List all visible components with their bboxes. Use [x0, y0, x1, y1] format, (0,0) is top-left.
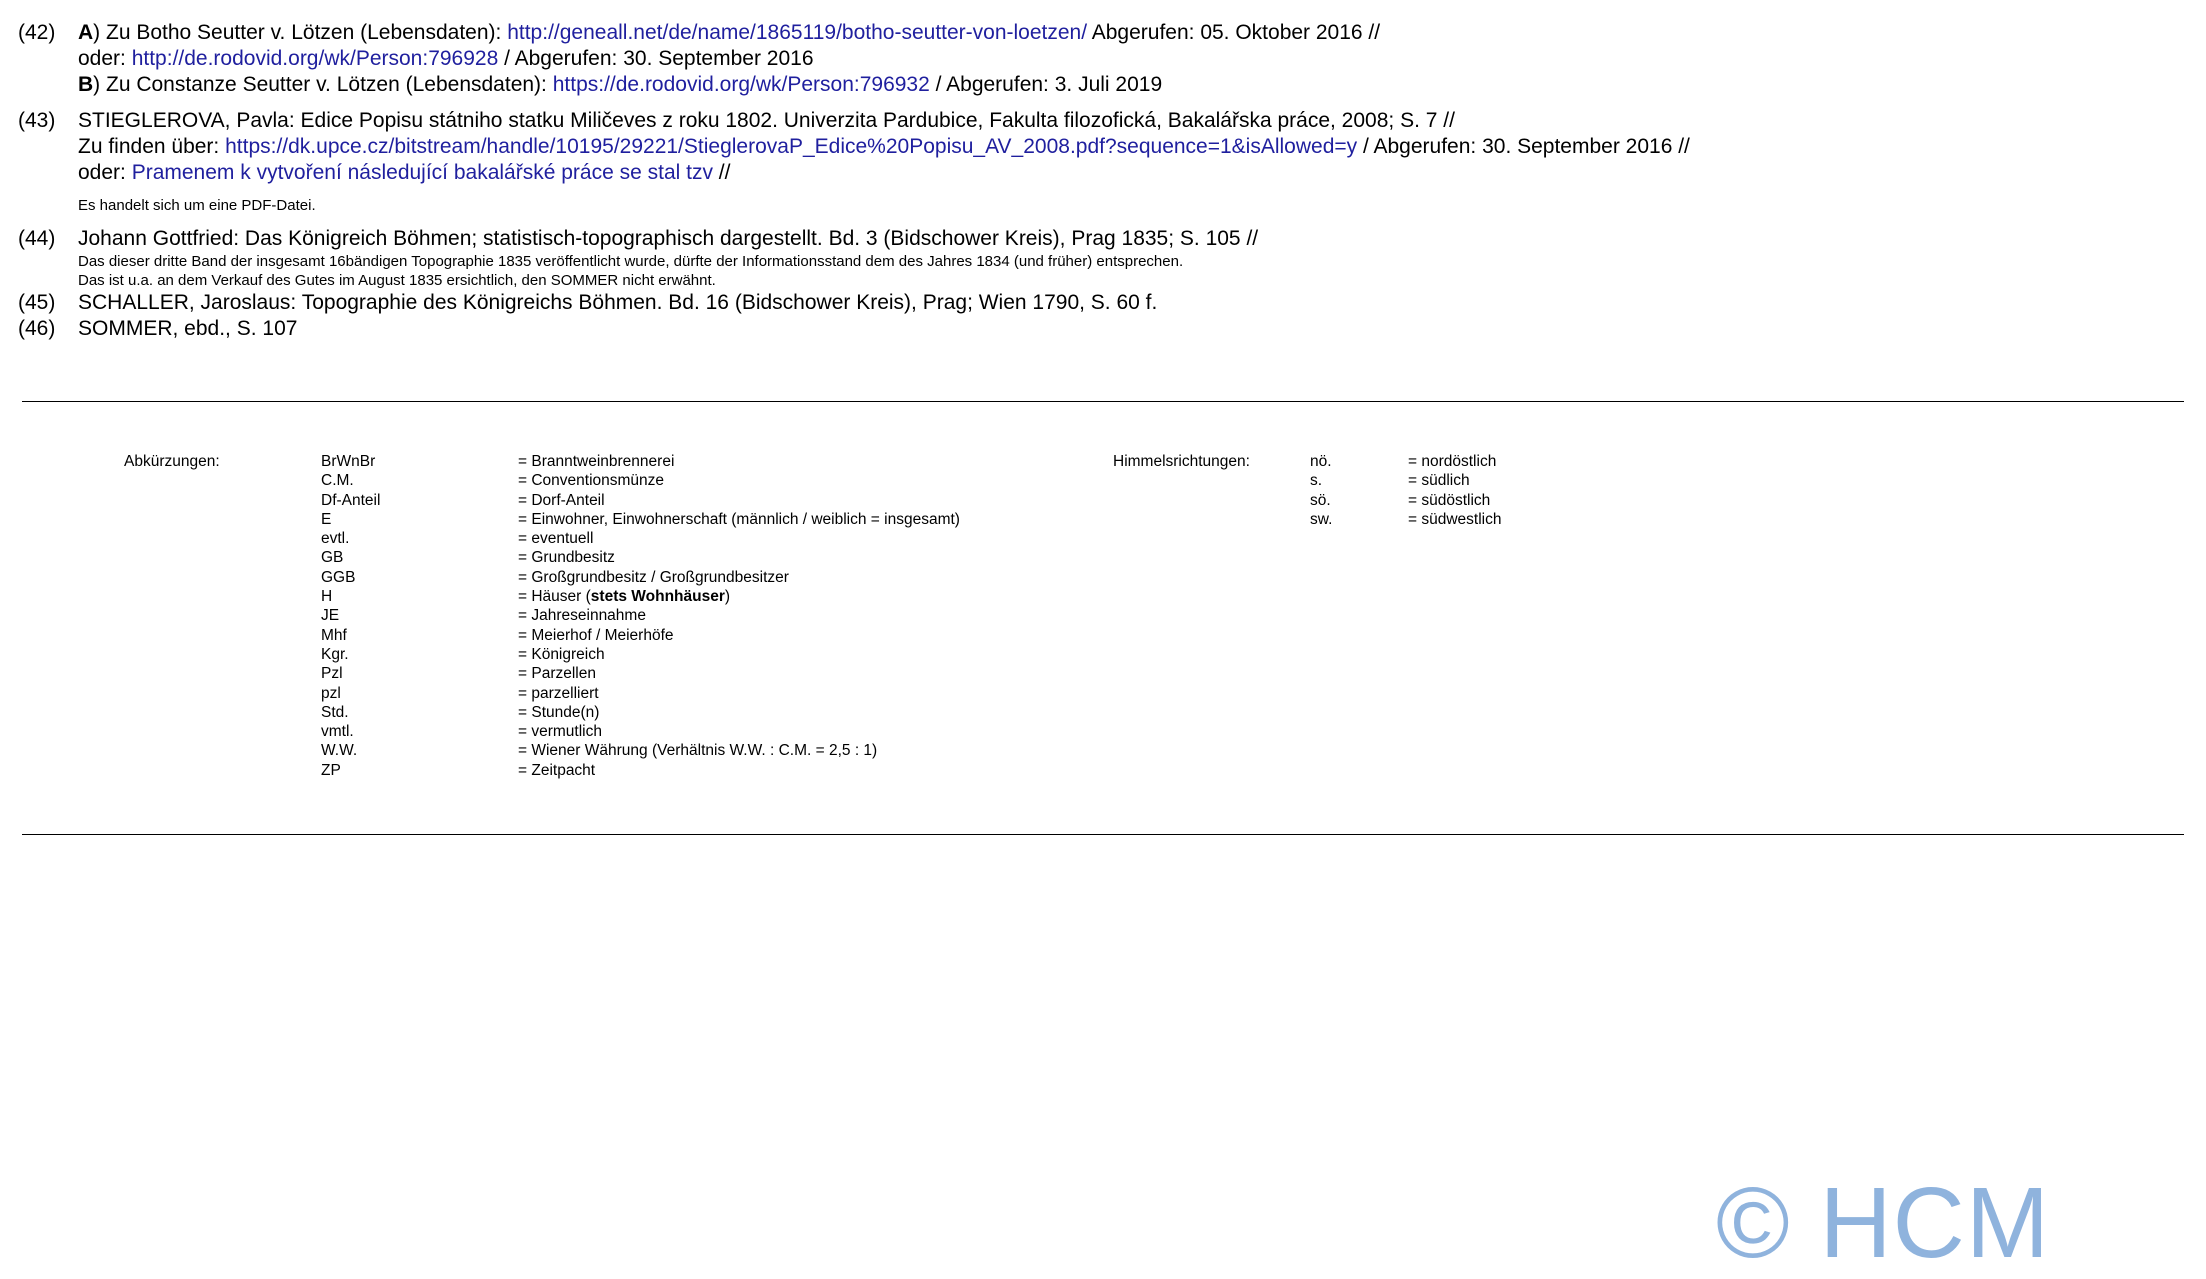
- pramenem-link[interactable]: Pramenem k vytvoření následující bakalářské práce se stal tzv: [131, 161, 713, 184]
- footnote-body: [78, 108, 2178, 216]
- footnote-body: [78, 20, 2178, 98]
- directions-title: Himmelsrichtungen:: [1113, 453, 1250, 470]
- abbreviation-value: = Großgrundbesitz / Großgrundbesitzer: [518, 568, 789, 586]
- text: //: [712, 161, 731, 184]
- abbreviation-key: Std.: [321, 703, 349, 721]
- text: ) Zu Constanze Seutter v. Lötzen (Lebensdaten):: [93, 73, 553, 96]
- abbreviation-key: sw.: [1310, 510, 1333, 528]
- footnote-line: [78, 160, 2178, 186]
- direction-keys: [1310, 452, 1332, 529]
- abbreviation-value: = Stunde(n): [518, 703, 600, 721]
- footnote-remark: Es handelt sich um eine PDF-Datei.: [78, 197, 316, 214]
- footnote-number: (46): [18, 317, 56, 340]
- abbreviation-value: = südöstlich: [1408, 491, 1491, 509]
- abbreviation-key: nö.: [1310, 453, 1332, 470]
- abbreviation-key: sö.: [1310, 491, 1331, 509]
- label-a: A: [78, 21, 94, 44]
- rodovid-link-796928[interactable]: http://de.rodovid.org/wk/Person:796928: [131, 47, 499, 70]
- footnote-line: Johann Gottfried: Das Königreich Böhmen; statistisch-topographisch dargestellt. Bd. 3 (Bidschower Kreis), Prag 1835; S. 105 //: [78, 227, 1259, 250]
- text: = Häuser (: [518, 588, 591, 606]
- abbreviation-key: JE: [321, 607, 340, 625]
- abbreviation-key: H: [321, 588, 333, 606]
- footnote-42: [18, 20, 2178, 98]
- abbreviation-value: = vermutlich: [518, 723, 602, 741]
- text: oder:: [78, 161, 132, 184]
- abbreviation-value: = Königreich: [518, 645, 605, 663]
- abbreviation-key: s.: [1310, 472, 1323, 490]
- label-b: B: [78, 73, 94, 96]
- abbreviation-value: = südwestlich: [1408, 510, 1502, 528]
- footnote-44: [18, 226, 2178, 290]
- geneall-link[interactable]: http://geneall.net/de/name/1865119/botho-seutter-von-loetzen/: [507, 21, 1088, 44]
- text: Zu finden über:: [78, 135, 226, 158]
- bold-text: stets Wohnhäuser: [590, 588, 725, 606]
- abbreviation-value: = Grundbesitz: [518, 549, 615, 567]
- abbreviation-value: = parzelliert: [518, 684, 599, 702]
- abbreviation-key: C.M.: [321, 472, 354, 490]
- footnote-body: [78, 226, 2178, 290]
- text: / Abgerufen: 30. September 2016 //: [1357, 135, 1690, 158]
- footnote-line: SOMMER, ebd., S. 107: [78, 317, 298, 340]
- abbreviation-keys: [321, 452, 380, 780]
- footnote-line: [78, 134, 2178, 160]
- abbreviation-value: = Meierhof / Meierhöfe: [518, 626, 674, 644]
- divider-bottom: [22, 834, 2184, 835]
- abbreviation-key: ZP: [321, 761, 341, 779]
- abbreviation-value: = Conventionsmünze: [518, 472, 665, 490]
- abbreviation-value: = Branntweinbrennerei: [518, 453, 675, 470]
- abbreviation-key: Df-Anteil: [321, 491, 381, 509]
- footnote-line: [78, 46, 2178, 72]
- abbreviation-value: = Parzellen: [518, 665, 596, 683]
- text: / Abgerufen: 30. September 2016: [498, 47, 814, 70]
- footnote-line: SCHALLER, Jaroslaus: Topographie des Königreichs Böhmen. Bd. 16 (Bidschower Kreis), Prag; Wien 1790, S. 60 f.: [78, 291, 1158, 314]
- abbreviation-value: = nordöstlich: [1408, 453, 1497, 470]
- footnote-line: STIEGLEROVA, Pavla: Edice Popisu státniho statku Miličeves z roku 1802. Univerzita Pardubice, Fakulta filozofická, Bakalářska práce, 2008; S. 7 //: [78, 109, 1455, 132]
- abbreviation-value: = Jahreseinnahme: [518, 607, 646, 625]
- abbreviation-value: [518, 587, 960, 606]
- footnote-number: (43): [18, 109, 56, 132]
- text: ): [724, 588, 731, 606]
- footnote-number: (45): [18, 291, 56, 314]
- footnote-number: (42): [18, 21, 56, 44]
- abbreviation-value: = Dorf-Anteil: [518, 491, 605, 509]
- text: / Abgerufen: 3. Juli 2019: [929, 73, 1163, 96]
- abbreviation-value: = eventuell: [518, 530, 594, 548]
- footnote-line: [78, 20, 2178, 46]
- rodovid-link-796932[interactable]: https://de.rodovid.org/wk/Person:796932: [552, 73, 930, 96]
- abbreviation-key: Mhf: [321, 626, 347, 644]
- abbreviation-key: Kgr.: [321, 645, 349, 663]
- abbreviation-key: GGB: [321, 568, 356, 586]
- footnote-line: [78, 72, 2178, 98]
- abbreviation-value: = südlich: [1408, 472, 1470, 490]
- footnotes: [18, 20, 2178, 342]
- text: oder:: [78, 47, 132, 70]
- direction-values: [1408, 452, 1501, 529]
- abbreviation-key: pzl: [321, 684, 341, 702]
- footnote-43: [18, 108, 2178, 216]
- abbreviation-key: vmtl.: [321, 723, 354, 741]
- abbreviation-key: GB: [321, 549, 344, 567]
- text: Abgerufen: 05. Oktober 2016 //: [1087, 21, 1381, 44]
- abbreviation-value: = Wiener Währung (Verhältnis W.W. : C.M. = 2,5 : 1): [518, 742, 878, 760]
- abbreviations-title: Abkürzungen:: [124, 453, 220, 470]
- text: ) Zu Botho Seutter v. Lötzen (Lebensdaten):: [93, 21, 508, 44]
- footnote-remark: Das dieser dritte Band der insgesamt 16bändigen Topographie 1835 veröffentlicht wurde, dürfte der Informationsstand dem des Jahres 1834 (und früher) entsprechen.: [78, 253, 1184, 270]
- footnote-45: [18, 290, 2178, 316]
- footnote-remark: Das ist u.a. an dem Verkauf des Gutes im August 1835 ersichtlich, den SOMMER nicht erwähnt.: [78, 272, 716, 289]
- footnote-number: (44): [18, 227, 56, 250]
- abbreviation-key: E: [321, 510, 332, 528]
- abbreviation-value: = Zeitpacht: [518, 761, 596, 779]
- footnote-46: [18, 316, 2178, 342]
- upce-pdf-link[interactable]: https://dk.upce.cz/bitstream/handle/10195/29221/StieglerovaP_Edice%20Popisu_AV_2008.pdf?sequence=1&isAllowed=y: [225, 135, 1358, 158]
- abbreviation-value: = Einwohner, Einwohnerschaft (männlich / weiblich = insgesamt): [518, 510, 960, 528]
- abbreviation-key: W.W.: [321, 742, 358, 760]
- abbreviation-key: Pzl: [321, 665, 343, 683]
- abbreviation-key: BrWnBr: [321, 453, 376, 470]
- abbreviation-values: [518, 452, 960, 780]
- abbreviation-key: evtl.: [321, 530, 350, 548]
- divider-top: [22, 401, 2184, 402]
- copyright-watermark: © HCM: [1716, 1167, 2051, 1279]
